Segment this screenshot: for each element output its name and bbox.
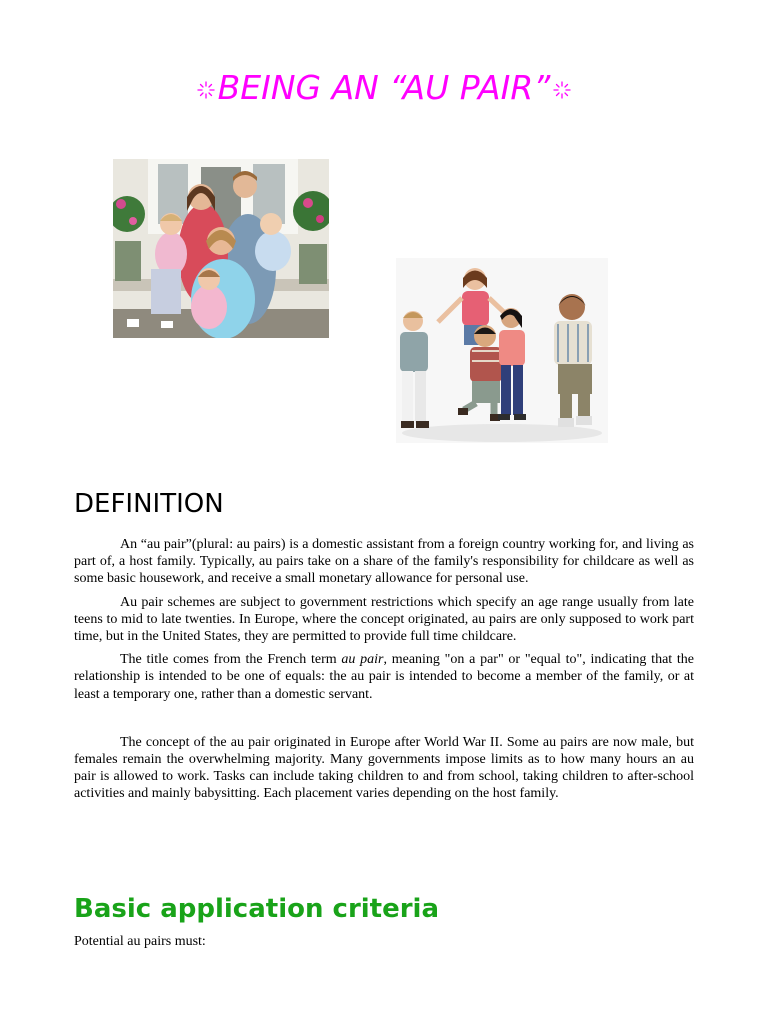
sparkle-icon [550,68,574,112]
page-title-text: BEING AN “AU PAIR” [217,68,551,107]
criteria-intro: Potential au pairs must: [74,934,206,949]
criteria-heading: Basic application criteria [74,894,440,924]
page-title [0,66,768,112]
paragraph-3-after: , meaning "on a par" or "equal to", indicating that the relationship is intended to be one of equals: the au pair is intended to become a member of the family, or at least a temporary one, rather than a domestic servant. [74,652,695,702]
definition-paragraph-2: Au pair schemes are subject to government restrictions which specify an age range usually from late teens to mid to late twenties. In Europe, where the concept originated, au pairs are only supposed to work part time, but in the United States, they are permitted to provide full time childcare. [74,594,694,645]
definition-heading: DEFINITION [74,489,224,519]
definition-paragraph-4: The concept of the au pair originated in Europe after World War II. Some au pairs are now male, but females remain the overwhelming majority. Many governments impose limits as to how many hours an au pair is allowed to work. Tasks can include taking children to and from school, taking children to after-school activities and mainly babysitting. Each placement varies depending on the host family. [74,734,694,802]
definition-body [74,536,694,803]
definition-paragraph-1: An “au pair”(plural: au pairs) is a domestic assistant from a foreign country working for, and living as part of, a host family. Typically, au pairs take on a share of the family's responsibility for childcare as well as some basic housework, and receive a small monetary allowance for personal use. [74,537,694,587]
paragraph-3-before: The title comes from the French term [120,652,342,668]
family-photo [113,159,329,338]
children-photo [396,258,608,443]
sparkle-icon [194,68,218,112]
au-pair-term: au pair [341,652,384,668]
definition-paragraph-3 [74,651,694,703]
